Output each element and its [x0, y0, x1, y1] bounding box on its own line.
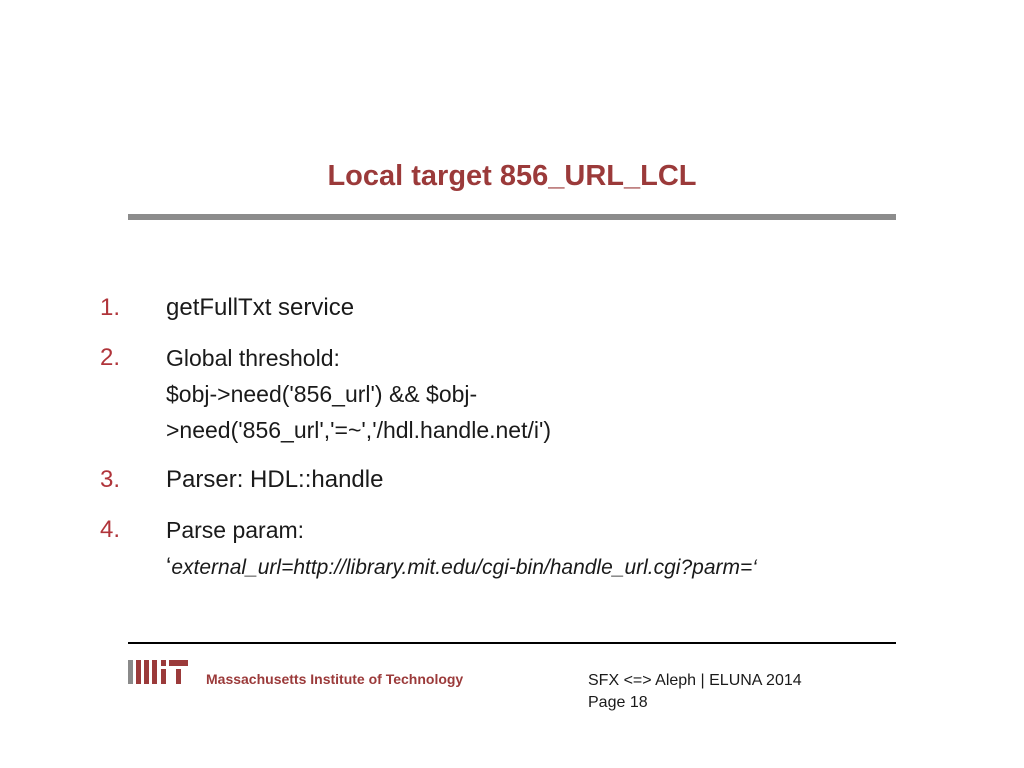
- institution-name: Massachusetts Institute of Technology: [206, 671, 464, 687]
- list-item: [100, 340, 910, 448]
- event-label: SFX <=> Aleph | ELUNA 2014: [588, 672, 802, 689]
- open-quote: ‘: [166, 553, 172, 580]
- numbered-list: [100, 290, 910, 600]
- list-item: [100, 512, 910, 586]
- list-text-block: [166, 512, 910, 586]
- param-value: external_url=http://library.mit.edu/cgi-bin/handle_url.cgi?parm=‘: [171, 556, 757, 579]
- list-number: 1.: [100, 294, 121, 321]
- param-line: [166, 548, 910, 586]
- list-text: getFullTxt service: [166, 294, 355, 321]
- list-text: Global threshold:: [166, 345, 340, 371]
- list-text: Parser: HDL::handle: [166, 466, 384, 493]
- code-line: $obj->need('856_url') && $obj-: [166, 381, 478, 407]
- list-item: [100, 462, 910, 498]
- list-item: [100, 290, 910, 326]
- list-number: 3.: [100, 466, 121, 493]
- list-text-block: [166, 340, 910, 448]
- mit-logo-icon: [128, 658, 188, 686]
- footer-info: [588, 670, 802, 714]
- slide-title: Local target 856_URL_LCL: [327, 160, 697, 192]
- footer-divider: [128, 642, 896, 644]
- title-divider: [128, 214, 896, 220]
- code-line: >need('856_url','=~','/hdl.handle.net/i'): [166, 417, 552, 443]
- list-number: 4.: [100, 516, 121, 543]
- list-text: Parse param:: [166, 517, 305, 543]
- list-number: 2.: [100, 344, 121, 371]
- page-number: Page 18: [588, 694, 648, 711]
